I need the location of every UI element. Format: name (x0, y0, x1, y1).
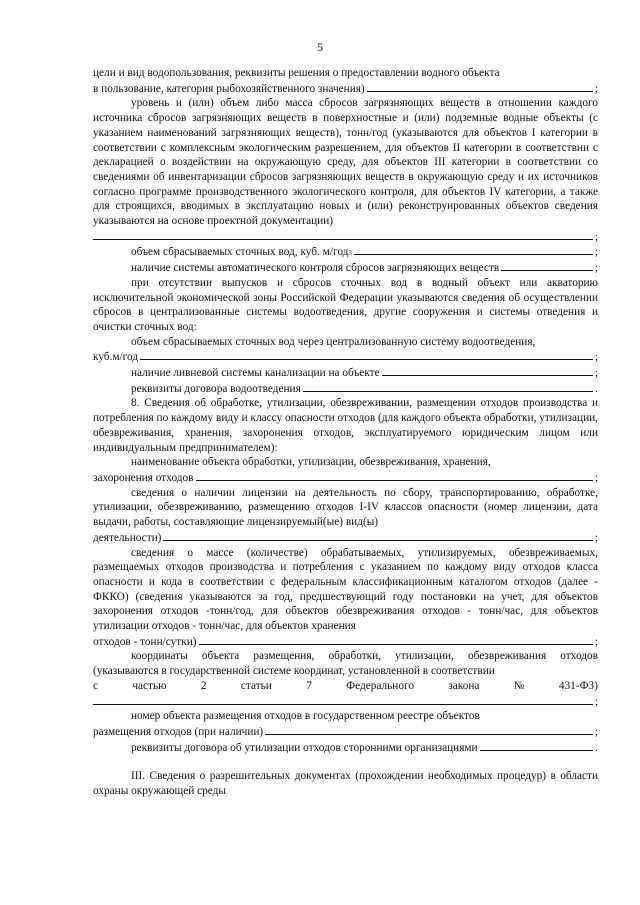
paragraph-registry-number: номер объекта размещения отходов в государственном реестре объектов (131, 710, 480, 723)
fill-line-registry-number: размещения отходов (при наличии) ; (93, 725, 598, 738)
document-body (93, 66, 598, 799)
fill-line-waste-mass: отходов - тонн/сутки) ; (93, 635, 598, 648)
paragraph-centralized-volume: объем сбрасываемых сточных вод через централизованную систему водоотведения, (131, 335, 536, 348)
fill-line-pollutant-discharge: ; (93, 229, 598, 245)
paragraph-coordinates: координаты объекта размещения, обработки, утилизации, обезвреживания отходов (указываются в государственной системе координат, установленной в соответствии (93, 650, 598, 678)
paragraph-waste-mass: сведения о массе (количестве) обрабатываемых, утилизируемых, обезвреживаемых, размещаемых отходов производства и потребления с указанием по каждому виду отходов класса опасности и кода в соответствии с федеральным классификационным каталогом отходов (далее - ФККО) (сведения указываются за год, предшествующий году постановки на учет, для объектов захоронения отходов -тонн/год, для объектов обезвреживания отходов - тонн/час, для объектов утилизации отходов - тонн/час, для объектов хранения (93, 546, 598, 633)
fill-line-coordinates: ; (93, 694, 598, 710)
coordinates-law-reference: с частью 2 статьи 7 Федерального закона № 431-ФЗ) (93, 679, 598, 692)
fill-line-wastewater-volume: объем сбрасываемых сточных вод, куб. м/год 3 ; (131, 246, 598, 259)
section-3-heading: III. Сведения о разрешительных документах (прохождении необходимых процедур) в области охраны окружающей среды (93, 770, 598, 798)
fill-line-centralized-volume: куб.м/год ; (93, 351, 598, 364)
fill-line-storm-sewer: наличие ливневой системы канализации на объекте ; (131, 367, 598, 380)
fill-line-waste-object-name: захоронения отходов ; (93, 471, 598, 484)
fill-line-license: деятельности) ; (93, 531, 598, 544)
fill-line-utilization-contract: реквизиты договора об утилизации отходов сторонними организациями . (131, 741, 598, 754)
page-number: 5 (317, 40, 323, 54)
fill-line-auto-control: наличие системы автоматического контроля сбросов загрязняющих веществ ; (131, 262, 598, 275)
section-8-heading: 8. Сведения об обработке, утилизации, обезвреживании, размещении отходов производства и потребления по каждому виду и классу опасности отходов (для каждого объекта обработки, утилизации, обезвреживания, хранения, захоронения отходов, эксплуатируемого юридическим лицом или индивидуальным предпринимателем): (93, 397, 598, 454)
paragraph-pollutant-discharge: уровень и (или) объем либо масса сбросов загрязняющих веществ в отношении каждого источника сбросов загрязняющих веществ в поверхностные и (или) подземные водные объекты (с указанием наименований загрязняющих веществ), тонн/год (указываются для объектов I категории в соответствии с комплексным экологическим разрешением, для объектов II категории в соответствии с декларацией о воздействии на окружающую среду, для объектов III категории в соответствии со сведениями об инвентаризации сбросов загрязняющих веществ в окружающую среду и их источников согласно программе производственного экологического контроля, для объектов IV категории, а также для строящихся, вводимых в эксплуатацию новых и (или) реконструированных объектов сведения указываются на основе проектной документации) (93, 97, 598, 228)
paragraph-water-use: цели и вид водопользования, реквизиты решения о предоставлении водного объекта (93, 67, 500, 79)
paragraph-waste-object-name: наименование объекта обработки, утилизации, обезвреживания, хранения, (131, 456, 491, 469)
fill-line-drainage-contract: реквизиты договора водоотведения . (131, 382, 598, 395)
paragraph-no-discharge: при отсутствии выпусков и сбросов сточных вод в водный объект или акваторию исключительной экономической зоны Российской Федерации указываются сведения об осуществлении сбросов в централизованные системы водоотведения, другие сооружения и системы отведения и очистки сточных вод: (93, 276, 598, 333)
fill-line-fishery-category: в пользование, категория рыбохозяйственного значения) ; (93, 82, 598, 95)
paragraph-license: сведения о наличии лицензии на деятельность по сбору, транспортированию, обработке, утилизации, обезвреживанию, размещению отходов I-IV классов опасности (номер лицензии, дата выдачи, работы, составляющие лицензируемый(ые) вид(ы) (93, 486, 598, 529)
